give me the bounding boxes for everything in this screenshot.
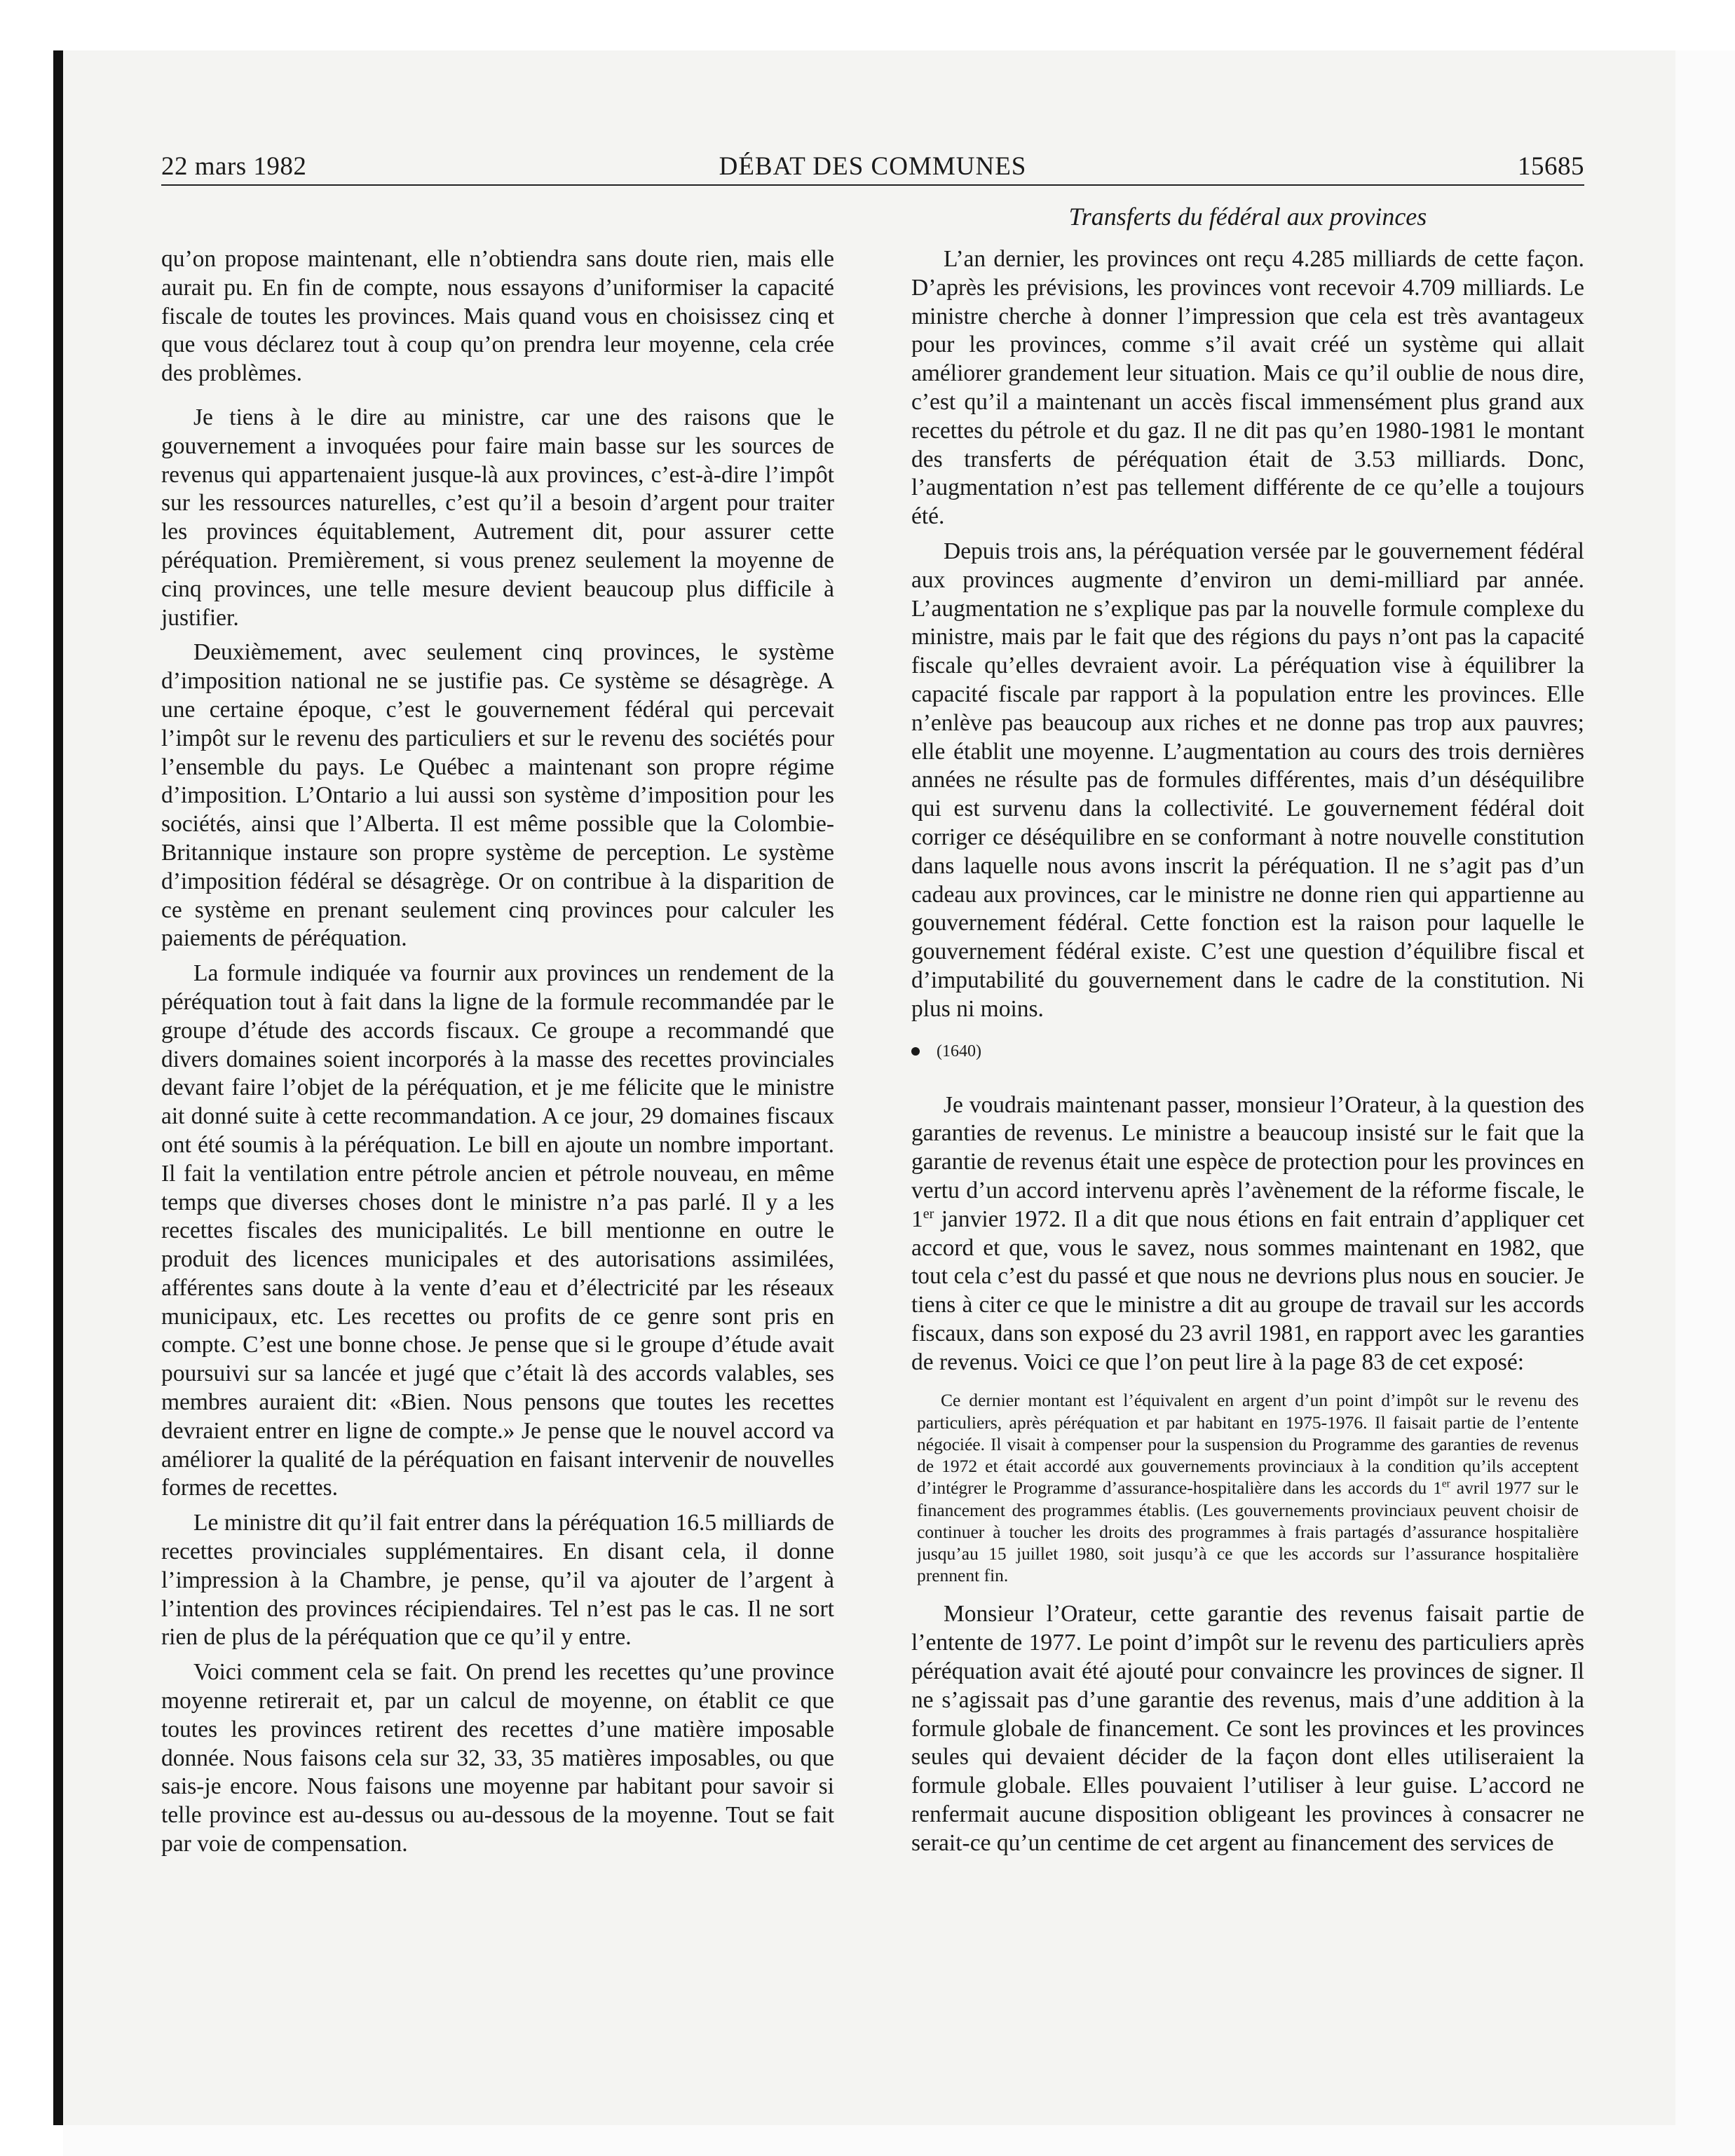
paragraph: qu’on propose maintenant, elle n’obtiendra sans doute rien, mais elle aurait pu. En fin de compte, nous essayons d’uniformiser la capacité fiscale de toutes les provinces. Mais quand vous en choisissez cinq et que vous déclarez tout à coup qu’on prendra leur moyenne, cela crée des problèmes.	[161, 246, 834, 387]
paragraph: Monsieur l’Orateur, cette garantie des revenus faisait partie de l’entente de 1977. Le point d’impôt sur le revenu des particuliers après péréquation avait été ajouté pour convaincre les provinces de signer. Il ne s’agissait pas d’une garantie des revenus, mais d’une addition à la formule globale de financement. Ce sont les provinces et les provinces seules qui devaient décider de la façon dont elles utiliseraient la formule globale. Elles pouvaient l’utiliser à leur guise. L’accord ne renfermait aucune disposition obligeant les provinces à consacrer ne serait-ce qu’un centime de cet argent au financement des services de	[911, 1601, 1584, 1856]
paragraph: Le ministre dit qu’il fait entrer dans la péréquation 16.5 milliards de recettes provinciales supplémentaires. En disant cela, il donne l’impression à la Chambre, je pense, qu’il va ajouter de l’argent à l’intention des provinces récipiendaires. Tel n’est pas le cas. Il ne sort rien de plus de la péréquation que ce qu’il y entre.	[161, 1510, 834, 1651]
page-header	[161, 151, 1584, 185]
header-title: DÉBAT DES COMMUNES	[719, 152, 1027, 181]
header-rule	[161, 184, 1584, 186]
paragraph	[911, 1091, 1584, 1377]
superscript: er	[923, 1206, 934, 1222]
page-number: 15685	[1518, 152, 1584, 181]
paragraph-text: Je voudrais maintenant passer, monsieur l’Orateur, à la question des garanties de revenus. Le ministre a beaucoup insisté sur le fait que la garantie de revenus était une espèce de protection pour les provinces en vertu d’un accord intervenu après l’avènement de la réforme fiscale, le 1	[911, 1091, 1584, 1232]
quote-text: Ce dernier montant est l’équivalent en argent d’un point d’impôt sur le revenu des particuliers, après péréquation et par habitant en 1975-1976. Il faisait partie de l’entente négociée. Il visait à compenser pour la suspension du Programme des garanties de revenus de 1972 et était accordé aux gouvernements provinciaux à la condition qu’ils acceptent d’intégrer le Programme d’assurance-hospitalière dans les accords du 1	[917, 1390, 1579, 1499]
header-date: 22 mars 1982	[161, 152, 307, 181]
bullet-icon	[911, 1047, 920, 1056]
binding-edge	[53, 50, 63, 2125]
paragraph: Depuis trois ans, la péréquation versée par le gouvernement fédéral aux provinces augmente d’environ un demi-milliard par année. L’augmentation ne s’explique pas par la nouvelle formule complexe du ministre, mais par le fait que des régions du pays n’ont pas la capacité fiscale qu’elles devraient avoir. La péréquation vise à équilibrer la capacité fiscale par rapport à la population entre les provinces. Elle n’enlève pas beaucoup aux riches et ne donne pas trop aux pauvres; elle établit une moyenne. L’augmentation au cours des trois dernières années ne résulte pas de formules différentes, mais d’un déséquilibre qui est survenu dans la collectivité. Le gouvernement fédéral doit corriger ce déséquilibre en se conformant à notre nouvelle constitution dans laquelle nous avons inscrit la péréquation. Il ne s’agit pas d’un cadeau aux provinces, car le ministre ne donne rien qui appartienne au gouvernement fédéral. Cette fonction est la raison pour laquelle le gouvernement fédéral existe. C’est une question d’équilibre fiscal et d’imputabilité du gouvernement dans le cadre de la constitution. Ni plus ni moins.	[911, 538, 1584, 1022]
paragraph: La formule indiquée va fournir aux provinces un rendement de la péréquation tout à fait dans la ligne de la formule recommandée par le groupe d’étude des accords fiscaux. Ce groupe a recommandé que divers domaines soient incorporés à la masse des recettes provinciales devant faire l’objet de la péréquation, et je me félicite que le ministre ait donné suite à cette recommandation. A ce jour, 29 domaines fiscaux ont été soumis à la péréquation. Le bill en ajoute un nombre important. Il fait la ventilation entre pétrole ancien et pétrole nouveau, en même temps que diverses choses dont le ministre n’a pas parlé. Il y a les recettes fiscales des municipalités. Le bill mentionne en outre le produit des licences municipales et des autorisations assimilées, afférentes sans doute à la vente d’eau et d’électricité par les réseaux municipaux, etc. Les recettes ou profits de ce genre sont pris en compte. C’est une bonne chose. Je pense que si le groupe d’étude avait poursuivi sur sa lancée et jugé que c’était là des accords valables, ses membres auraient dit: «Bien. Nous pensons que toutes les recettes devraient entrer en ligne de compte.» Je pense que le nouvel accord va améliorer la qualité de la péréquation en faisant intervenir de nouvelles formes de recettes.	[161, 960, 834, 1501]
paragraph: L’an dernier, les provinces ont reçu 4.285 milliards de cette façon. D’après les prévisions, les provinces vont recevoir 4.709 milliards. Le ministre cherche à donner l’impression que cela est très avantageux pour les provinces, comme s’il avait créé un système qui allait améliorer grandement leur situation. Mais ce qu’il oublie de nous dire, c’est qu’il a maintenant un accès fiscal immensément plus grand aux recettes du pétrole et du gaz. Il ne dit pas qu’en 1980-1981 le montant des transferts de péréquation était de 3.53 milliards. Donc, l’augmentation n’est pas tellement différente de ce qu’elle a toujours été.	[911, 246, 1584, 530]
paragraph-text: janvier 1972. Il a dit que nous étions en fait entrain d’appliquer cet accord et que, vous le savez, nous sommes maintenant en 1982, que tout cela c’est du passé et que nous ne devrions plus nous en soucier. Je tiens à citer ce que le ministre a dit au groupe de travail sur les accords fiscaux, dans son exposé du 23 avril 1981, en rapport avec les garanties de revenus. Voici ce que l’on peut lire à la page 83 de cet exposé:	[911, 1206, 1584, 1375]
quote-text: avril 1977 sur le financement des programmes établis. (Les gouvernements provinciaux peuvent choisir de continuer à toucher les droits des programmes à frais partagés d’assurance hospitalière jusqu’au 15 juillet 1980, soit jusqu’à ce que les accords sur l’assurance hospitalière prennent fin.	[917, 1478, 1579, 1586]
scan-border-top	[0, 0, 1735, 50]
superscript: er	[1441, 1478, 1450, 1490]
block-quote	[917, 1389, 1579, 1586]
time-marker	[911, 1041, 1584, 1062]
right-column	[911, 245, 1584, 1864]
paragraph: Voici comment cela se fait. On prend les recettes qu’une province moyenne retirerait et, par un calcul de moyenne, on établit ce que toutes les provinces retirent des recettes d’une matière imposable donnée. Nous faisons cela sur 32, 33, 35 matières imposables, ou que sais-je encore. Nous faisons une moyenne par habitant pour savoir si telle province est au-dessus ou au-dessous de la moyenne. Tout se fait par voie de compensation.	[161, 1659, 834, 1857]
left-column	[161, 245, 834, 1865]
paragraph: Deuxièmement, avec seulement cinq provinces, le système d’imposition national ne se justifie pas. Ce système se désagrège. A une certaine époque, c’est le gouvernement fédéral qui percevait l’impôt sur le revenu des particuliers et sur le revenu des sociétés pour l’ensemble du pays. Le Québec a maintenant son propre régime d’imposition. L’Ontario a lui aussi son système d’imposition pour les sociétés, ainsi que l’Alberta. Il est même possible que la Colombie-Britannique instaure son propre système de perception. Le système d’imposition fédéral se désagrège. Or on contribue à la disparition de ce système en prenant seulement cinq provinces pour calculer les paiements de péréquation.	[161, 639, 834, 952]
time-marker-text: (1640)	[937, 1042, 981, 1060]
paragraph: Je tiens à le dire au ministre, car une des raisons que le gouvernement a invoquées pour faire main basse sur les sources de revenus qui appartenaient jusque-là aux provinces, c’est-à-dire l’impôt sur les ressources naturelles, c’est qu’il a besoin d’argent pour traiter les provinces équitablement, Autrement dit, pour assurer cette péréquation. Premièrement, si vous prenez seulement la moyenne de cinq provinces, une telle mesure devient beaucoup plus difficile à justifier.	[161, 404, 834, 631]
section-heading: Transferts du fédéral aux provinces	[1068, 203, 1427, 231]
